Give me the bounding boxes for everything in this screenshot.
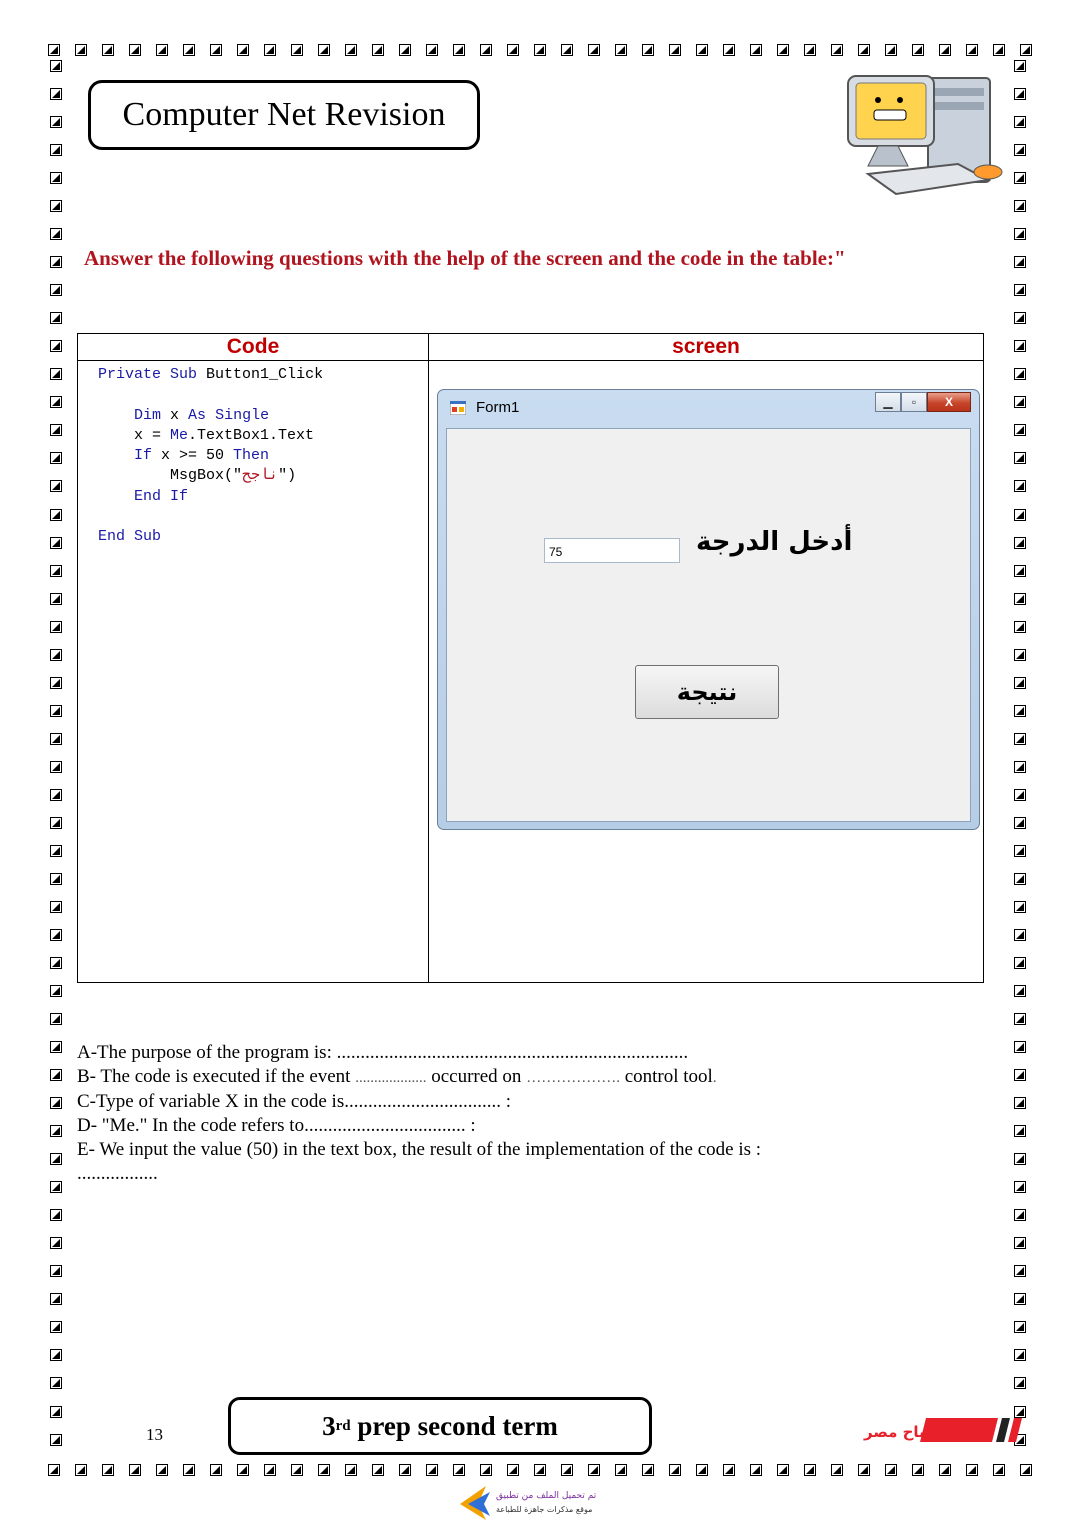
border-square (50, 1293, 62, 1305)
code-cell (78, 361, 429, 983)
border-square (50, 1434, 62, 1446)
border-square (50, 817, 62, 829)
code-line: If x >= 50 Then (134, 447, 270, 465)
border-square (50, 845, 62, 857)
border-square (588, 44, 600, 56)
question-c: C-Type of variable X in the code is................................. : (77, 1091, 512, 1112)
questions-list (77, 1041, 761, 1186)
grade-textbox[interactable]: 75 (544, 538, 680, 563)
border-square (50, 649, 62, 661)
border-square (534, 44, 546, 56)
border-square (50, 509, 62, 521)
question-e-blank: ................. (77, 1163, 158, 1184)
border-square (183, 44, 195, 56)
border-square (561, 1464, 573, 1476)
border-square (50, 957, 62, 969)
border-square (480, 44, 492, 56)
border-square (210, 1464, 222, 1476)
border-square (1014, 312, 1026, 324)
border-square (480, 1464, 492, 1476)
border-square (50, 621, 62, 633)
border-square (345, 44, 357, 56)
border-square (102, 44, 114, 56)
border-square (399, 1464, 411, 1476)
code-line: End Sub (98, 528, 162, 546)
border-square (1014, 1097, 1026, 1109)
border-square (615, 1464, 627, 1476)
border-square (50, 1097, 62, 1109)
border-square (50, 733, 62, 745)
download-note-line1: تم تحميل الملف من تطبيق (496, 1491, 597, 1501)
border-square (50, 424, 62, 436)
border-square (1014, 1125, 1026, 1137)
border-square (1014, 845, 1026, 857)
border-square (50, 901, 62, 913)
page-title-text: Computer Net Revision (122, 96, 446, 133)
border-square (1014, 621, 1026, 633)
border-square (50, 1406, 62, 1418)
border-square (1014, 1265, 1026, 1277)
border-square (1014, 452, 1026, 464)
border-square (885, 1464, 897, 1476)
border-square (561, 44, 573, 56)
border-square (453, 44, 465, 56)
question-e: E- We input the value (50) in the text box, the result of the implementation of the code is : (77, 1139, 762, 1160)
border-square (939, 1464, 951, 1476)
border-square (50, 88, 62, 100)
border-square (237, 1464, 249, 1476)
border-square (1014, 957, 1026, 969)
border-square (50, 929, 62, 941)
border-square (1014, 985, 1026, 997)
border-square (1014, 480, 1026, 492)
border-square (50, 312, 62, 324)
border-square (50, 172, 62, 184)
code-line: Private Sub Button1_Click (98, 366, 324, 383)
border-square (1014, 200, 1026, 212)
border-square (50, 1209, 62, 1221)
border-square (426, 1464, 438, 1476)
border-square (912, 1464, 924, 1476)
border-square (50, 340, 62, 352)
code-line: Dim x As Single (134, 406, 270, 424)
border-square (723, 44, 735, 56)
border-square (50, 537, 62, 549)
border-square (50, 256, 62, 268)
border-square (1020, 1464, 1032, 1476)
border-square (183, 1464, 195, 1476)
border-square (372, 44, 384, 56)
border-square (1014, 677, 1026, 689)
border-square (966, 44, 978, 56)
border-square (50, 1069, 62, 1081)
border-square (1014, 368, 1026, 380)
border-square (156, 1464, 168, 1476)
question-a: A-The purpose of the program is: .......................................................................... (77, 1042, 689, 1063)
border-square (237, 44, 249, 56)
border-square (507, 44, 519, 56)
border-square (50, 705, 62, 717)
border-square (291, 1464, 303, 1476)
screen-column-header: screen (429, 334, 984, 361)
border-square (50, 1349, 62, 1361)
code-line (98, 507, 428, 527)
border-square (615, 44, 627, 56)
border-square (50, 593, 62, 605)
border-square (1014, 1181, 1026, 1193)
border-square (1014, 284, 1026, 296)
border-square (1014, 1349, 1026, 1361)
form-window (437, 389, 980, 830)
border-square (210, 44, 222, 56)
computer-illustration (838, 70, 1018, 200)
border-square (102, 1464, 114, 1476)
close-icon: X (944, 395, 953, 409)
form-title: Form1 (476, 399, 520, 416)
border-square (696, 1464, 708, 1476)
instruction-text: Answer the following questions with the help of the screen and the code in the table:" (84, 246, 846, 270)
code-block (78, 361, 428, 548)
border-square (750, 44, 762, 56)
border-square (831, 44, 843, 56)
border-square (426, 44, 438, 56)
border-square (50, 985, 62, 997)
left-border (50, 60, 66, 1446)
border-square (642, 44, 654, 56)
border-square (1014, 340, 1026, 352)
border-square (642, 1464, 654, 1476)
border-square (885, 44, 897, 56)
border-square (804, 44, 816, 56)
page-title (88, 80, 480, 150)
border-square (750, 1464, 762, 1476)
border-square (50, 789, 62, 801)
border-square (50, 396, 62, 408)
border-square (75, 44, 87, 56)
border-square (804, 1464, 816, 1476)
download-note-line2: موقع مذكرات جاهزة للطباعة (496, 1505, 593, 1514)
border-square (453, 1464, 465, 1476)
code-line: MsgBox("ناجح") (98, 467, 297, 485)
border-square (1014, 1153, 1026, 1165)
border-square (50, 1265, 62, 1277)
border-square (50, 452, 62, 464)
maximize-button[interactable] (901, 392, 927, 412)
close-button[interactable] (927, 392, 971, 412)
border-square (50, 677, 62, 689)
border-square (507, 1464, 519, 1476)
border-square (1014, 256, 1026, 268)
publisher-logo (856, 1410, 1032, 1450)
result-button[interactable]: نتيجة (635, 665, 779, 719)
border-square (1014, 1209, 1026, 1221)
border-square (50, 761, 62, 773)
border-square (1014, 789, 1026, 801)
border-square (50, 116, 62, 128)
border-square (1014, 929, 1026, 941)
border-square (50, 1181, 62, 1193)
border-square (156, 44, 168, 56)
border-square (48, 44, 60, 56)
form-client-area (446, 428, 971, 822)
border-square (1014, 565, 1026, 577)
border-square (345, 1464, 357, 1476)
border-square (50, 200, 62, 212)
border-square (912, 44, 924, 56)
border-square (777, 44, 789, 56)
border-square (696, 44, 708, 56)
border-square (858, 44, 870, 56)
question-d: D- "Me." In the code refers to.................................. : (77, 1115, 476, 1136)
border-square (264, 44, 276, 56)
border-square (50, 480, 62, 492)
border-square (1014, 1041, 1026, 1053)
border-square (1014, 537, 1026, 549)
border-square (50, 60, 62, 72)
border-square (399, 44, 411, 56)
border-square (50, 1013, 62, 1025)
maximize-icon: ▫ (911, 395, 917, 409)
border-square (50, 228, 62, 240)
border-square (1014, 873, 1026, 885)
code-line: x = Me.TextBox1.Text (98, 426, 315, 444)
border-square (1014, 817, 1026, 829)
border-square (723, 1464, 735, 1476)
border-square (318, 1464, 330, 1476)
border-square (50, 368, 62, 380)
border-square (50, 144, 62, 156)
border-square (1014, 1069, 1026, 1081)
term-label: 3 rd prep second term (228, 1397, 652, 1455)
border-square (1020, 44, 1032, 56)
border-square (1014, 424, 1026, 436)
border-square (966, 1464, 978, 1476)
border-square (48, 1464, 60, 1476)
right-border (1014, 60, 1030, 1446)
border-square (1014, 1377, 1026, 1389)
page-number: 13 (146, 1425, 163, 1444)
border-square (318, 44, 330, 56)
border-square (534, 1464, 546, 1476)
border-square (50, 1321, 62, 1333)
border-square (1014, 228, 1026, 240)
border-square (669, 44, 681, 56)
border-square (777, 1464, 789, 1476)
border-square (50, 565, 62, 577)
border-square (291, 44, 303, 56)
border-square (1014, 593, 1026, 605)
border-square (75, 1464, 87, 1476)
border-square (858, 1464, 870, 1476)
border-square (50, 284, 62, 296)
border-square (993, 44, 1005, 56)
border-square (50, 1377, 62, 1389)
window-controls (875, 392, 971, 412)
border-square (50, 873, 62, 885)
border-square (993, 1464, 1005, 1476)
border-square (129, 1464, 141, 1476)
border-square (1014, 1013, 1026, 1025)
grade-label: أدخل الدرجة (696, 527, 853, 557)
border-square (372, 1464, 384, 1476)
border-square (1014, 1321, 1026, 1333)
border-square (1014, 733, 1026, 745)
border-square (669, 1464, 681, 1476)
minimize-button[interactable] (875, 392, 901, 412)
code-line (98, 385, 428, 405)
border-square (50, 1125, 62, 1137)
border-square (1014, 901, 1026, 913)
border-square (1014, 761, 1026, 773)
form-app-icon (450, 401, 466, 415)
bottom-border (48, 1464, 1032, 1480)
border-square (1014, 649, 1026, 661)
top-border (48, 44, 1032, 60)
logo-text: صباح مصر (864, 1423, 940, 1441)
border-square (1014, 396, 1026, 408)
code-column-header: Code (78, 334, 429, 361)
border-square (50, 1237, 62, 1249)
question-table (77, 333, 984, 983)
border-square (50, 1153, 62, 1165)
border-square (264, 1464, 276, 1476)
border-square (129, 44, 141, 56)
border-square (1014, 705, 1026, 717)
download-note (456, 1482, 636, 1522)
border-square (588, 1464, 600, 1476)
border-square (1014, 509, 1026, 521)
border-square (1014, 1237, 1026, 1249)
border-square (939, 44, 951, 56)
border-square (831, 1464, 843, 1476)
border-square (50, 1041, 62, 1053)
minimize-icon: ▁ (883, 395, 893, 409)
screen-cell (429, 361, 984, 983)
question-b: B- The code is executed if the event ................... occurred on ………………. control tool. (77, 1066, 717, 1087)
border-square (1014, 1293, 1026, 1305)
code-line: End If (134, 487, 189, 505)
